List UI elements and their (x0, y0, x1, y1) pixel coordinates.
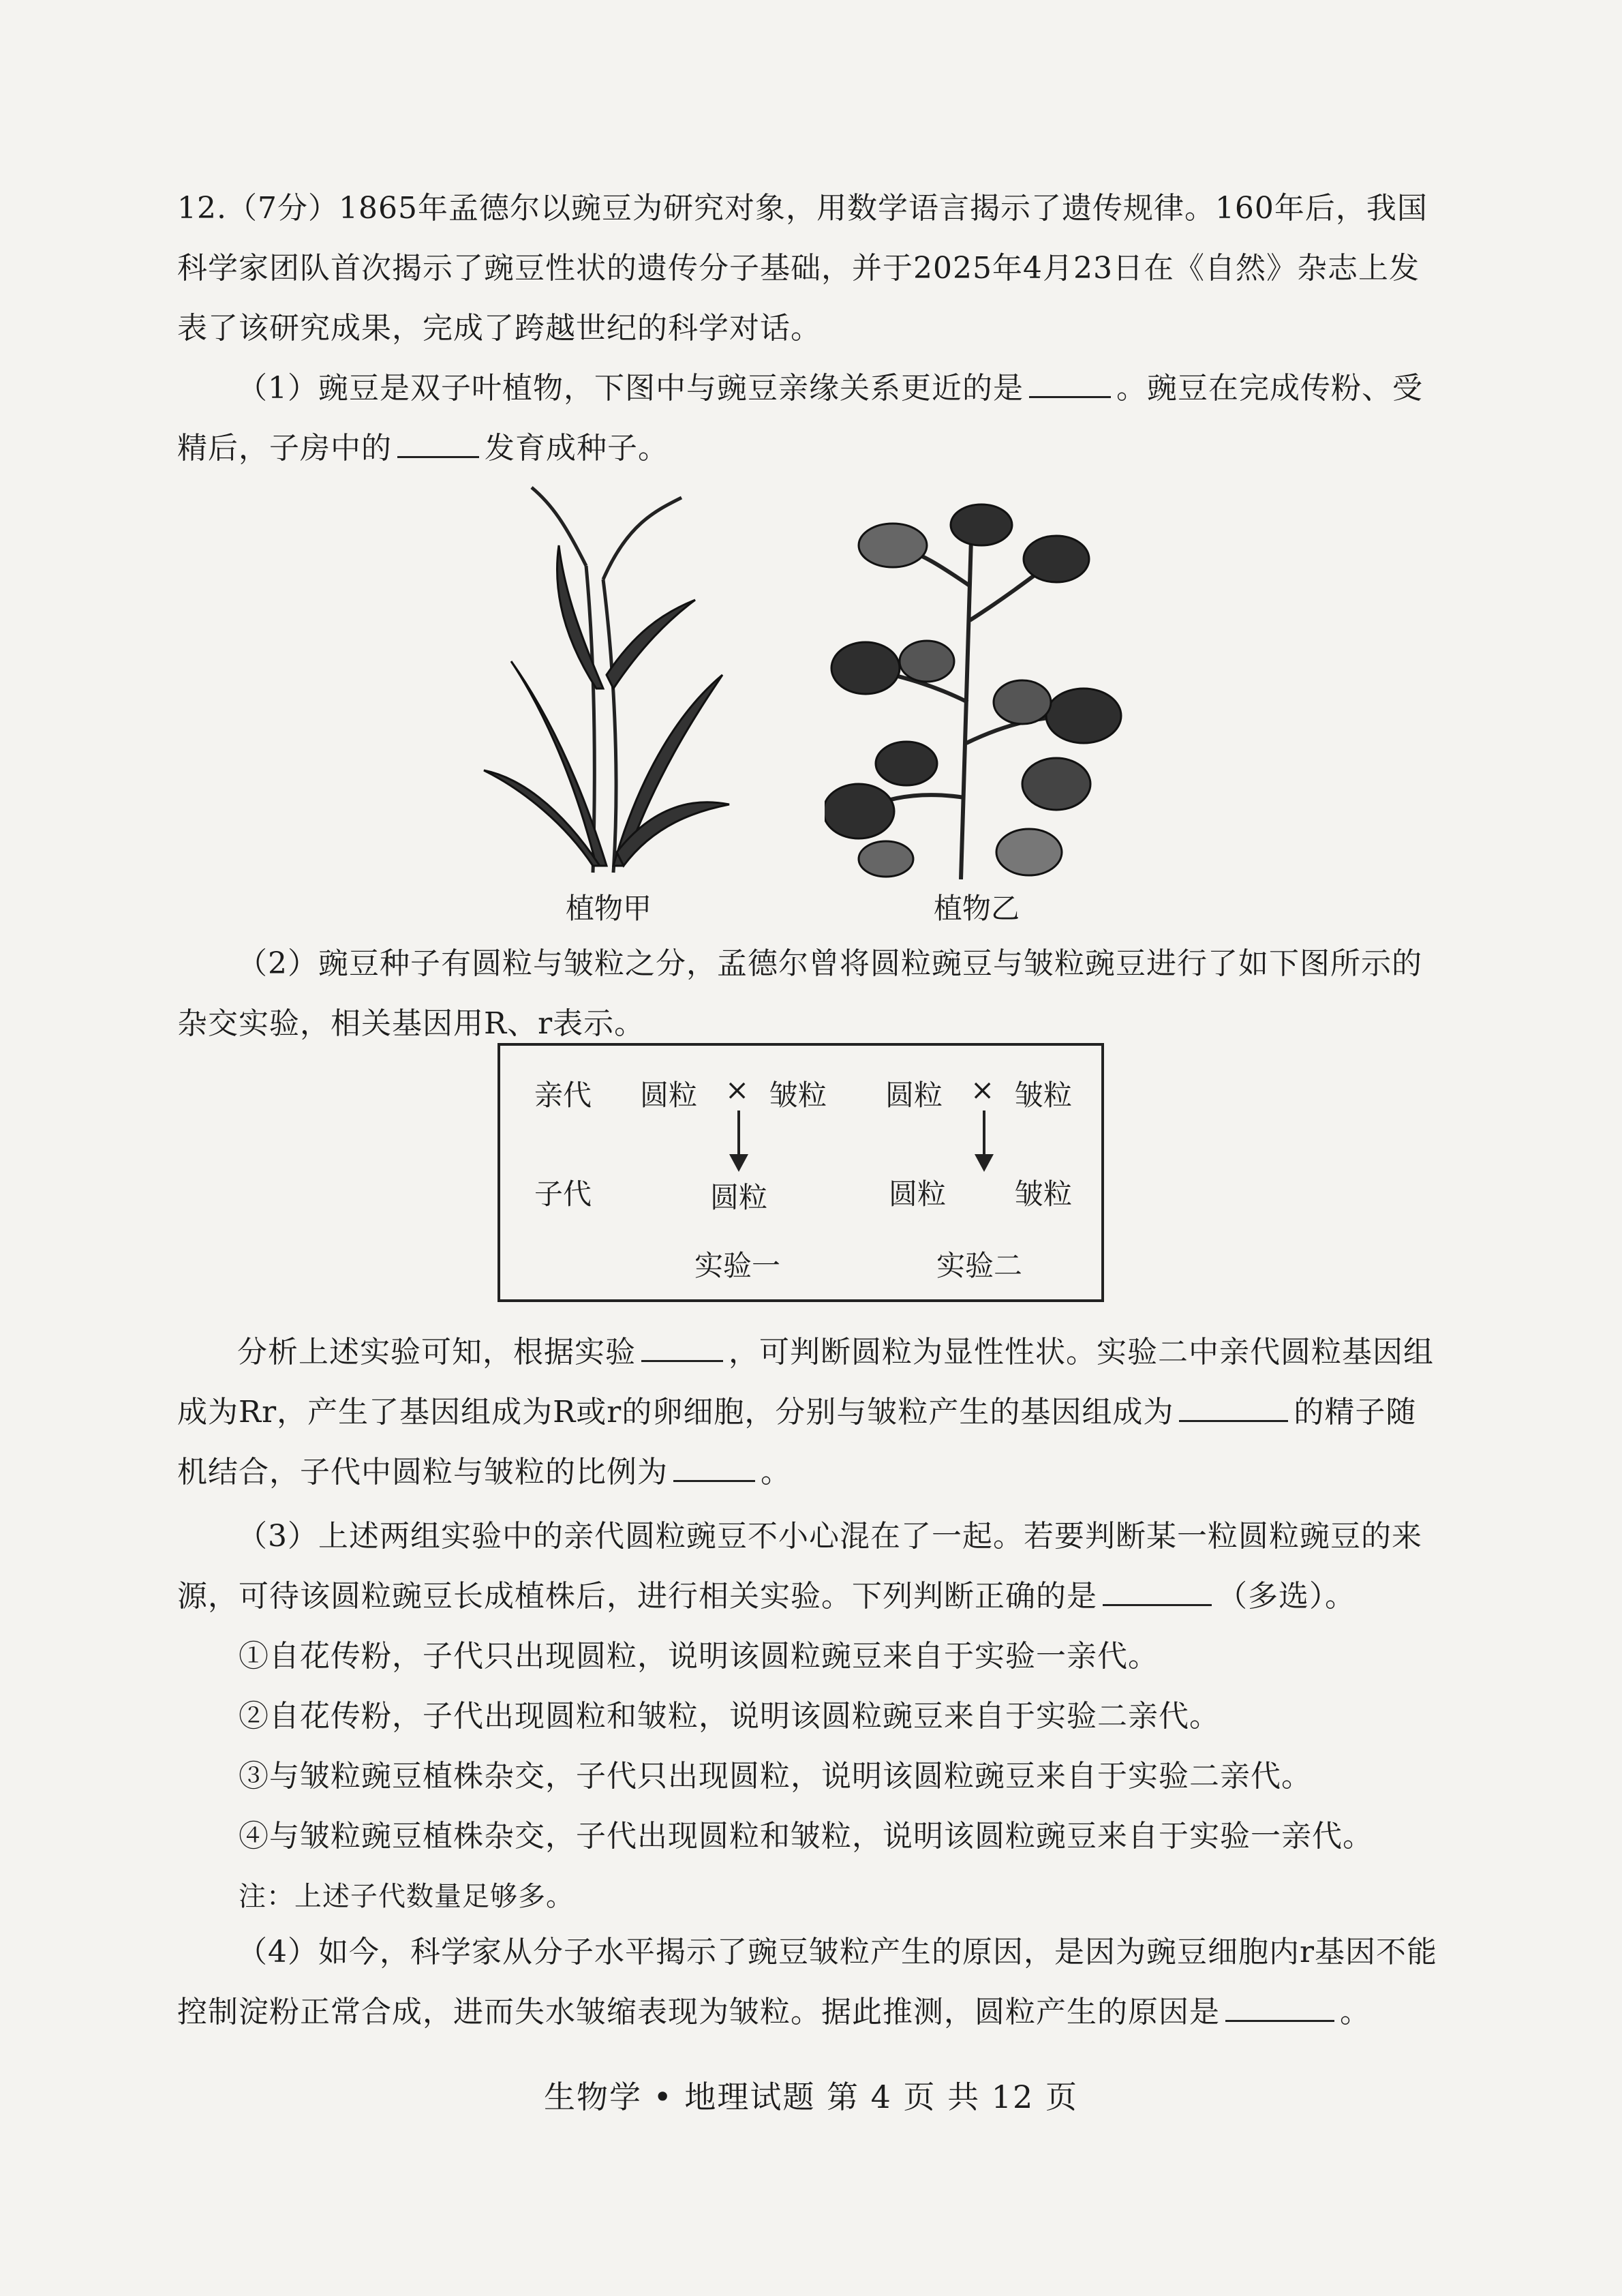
plant-a-illustration (477, 484, 736, 879)
plant-a-label: 植物甲 (566, 892, 652, 925)
part-3-text-a: （3）上述两组实验中的亲代圆粒豌豆不小心混在了一起。若要判断某一粒圆粒豌豆的来源，可待该圆粒豌豆长成植株后，进行相关实验。下列判断正确的是 (177, 1519, 1422, 1614)
offspring-generation-label: 子代 (534, 1177, 592, 1211)
plant-b-illustration (825, 498, 1124, 879)
option-1: ①自花传粉，子代只出现圆粒，说明该圆粒豌豆来自于实验一亲代。 (239, 1639, 1159, 1674)
part-3-text-b: （多选）。 (1217, 1579, 1356, 1614)
exp2-arrow-icon (983, 1111, 985, 1158)
exp2-parent-round: 圆粒 (885, 1078, 943, 1112)
part-3 (177, 1507, 1438, 1627)
exp2-offspring-wrinkled: 皱粒 (1015, 1177, 1073, 1211)
answer-blank-3[interactable] (641, 1329, 723, 1362)
option-3: ③与皱粒豌豆植株杂交，子代只出现圆粒，说明该圆粒豌豆来自于实验二亲代。 (239, 1759, 1312, 1794)
exp2-parent-wrinkled: 皱粒 (1015, 1078, 1073, 1112)
question-intro: 12.（7分）1865年孟德尔以豌豆为研究对象，用数学语言揭示了遗传规律。160年后，我国科学家团队首次揭示了豌豆性状的遗传分子基础，并于2025年4月23日在《自然》杂志上发表了该研究成果，完成了跨越世纪的科学对话。 (177, 191, 1428, 346)
exp1-cross-symbol: × (725, 1073, 750, 1106)
plant-b-label: 植物乙 (934, 892, 1020, 925)
exp2-offspring-round: 圆粒 (889, 1177, 947, 1211)
option-4: ④与皱粒豌豆植株杂交，子代出现圆粒和皱粒，说明该圆粒豌豆来自于实验一亲代。 (239, 1819, 1373, 1854)
page-footer: 生物学 • 地理试题 第 4 页 共 12 页 (544, 2079, 1078, 2115)
answer-blank-5[interactable] (673, 1449, 755, 1482)
exp1-offspring-round: 圆粒 (710, 1181, 768, 1214)
exp1-parent-round: 圆粒 (640, 1078, 698, 1112)
part-1 (177, 359, 1438, 479)
part-2-analysis (177, 1323, 1438, 1502)
cross-experiment-diagram (498, 1043, 1104, 1302)
answer-blank-7[interactable] (1225, 1989, 1334, 2022)
experiment-2-label: 实验二 (936, 1249, 1023, 1282)
part-2-analysis-d: 。 (761, 1455, 791, 1490)
part-4-text-a: （4）如今，科学家从分子水平揭示了豌豆皱粒产生的原因，是因为豌豆细胞内r基因不能控制淀粉正常合成，进而失水皱缩表现为皱粒。据此推测，圆粒产生的原因是 (177, 1935, 1438, 2029)
answer-blank-6[interactable] (1103, 1573, 1212, 1606)
answer-blank-4[interactable] (1179, 1389, 1288, 1422)
answer-blank-1[interactable] (1029, 365, 1111, 398)
experiment-1-label: 实验一 (694, 1249, 781, 1282)
answer-blank-2[interactable] (397, 425, 479, 458)
part-2-analysis-c: 的精子随机结合，子代中圆粒与皱粒的比例为 (177, 1395, 1417, 1490)
part-1-text-c: 发育成种子。 (485, 431, 669, 466)
part-2-analysis-b: ，可判断圆粒为显性性状。实验二中亲代圆粒基因组成为Rr，产生了基因组成为R或r的卵细胞，分别与皱粒产生的基因组成为 (177, 1335, 1434, 1430)
part-2: （2）豌豆种子有圆粒与皱粒之分，孟德尔曾将圆粒豌豆与皱粒豌豆进行了如下图所示的杂交实验，相关基因用R、r表示。 (177, 946, 1422, 1041)
part-1-text-b: 。豌豆在完成传粉、受精后，子房中的 (177, 371, 1423, 466)
part-4-text-b: 。 (1340, 1995, 1371, 2029)
exp2-cross-symbol: × (970, 1073, 995, 1106)
part-1-text-a: （1）豌豆是双子叶植物，下图中与豌豆亲缘关系更近的是 (237, 371, 1024, 406)
option-2: ②自花传粉，子代出现圆粒和皱粒，说明该圆粒豌豆来自于实验二亲代。 (239, 1699, 1220, 1734)
exp1-arrow-icon (737, 1111, 740, 1158)
note: 注：上述子代数量足够多。 (239, 1881, 574, 1912)
part-4 (177, 1922, 1438, 2042)
part-2-analysis-a: 分析上述实验可知，根据实验 (237, 1335, 636, 1370)
parent-generation-label: 亲代 (534, 1078, 592, 1112)
exp1-parent-wrinkled: 皱粒 (769, 1078, 827, 1112)
